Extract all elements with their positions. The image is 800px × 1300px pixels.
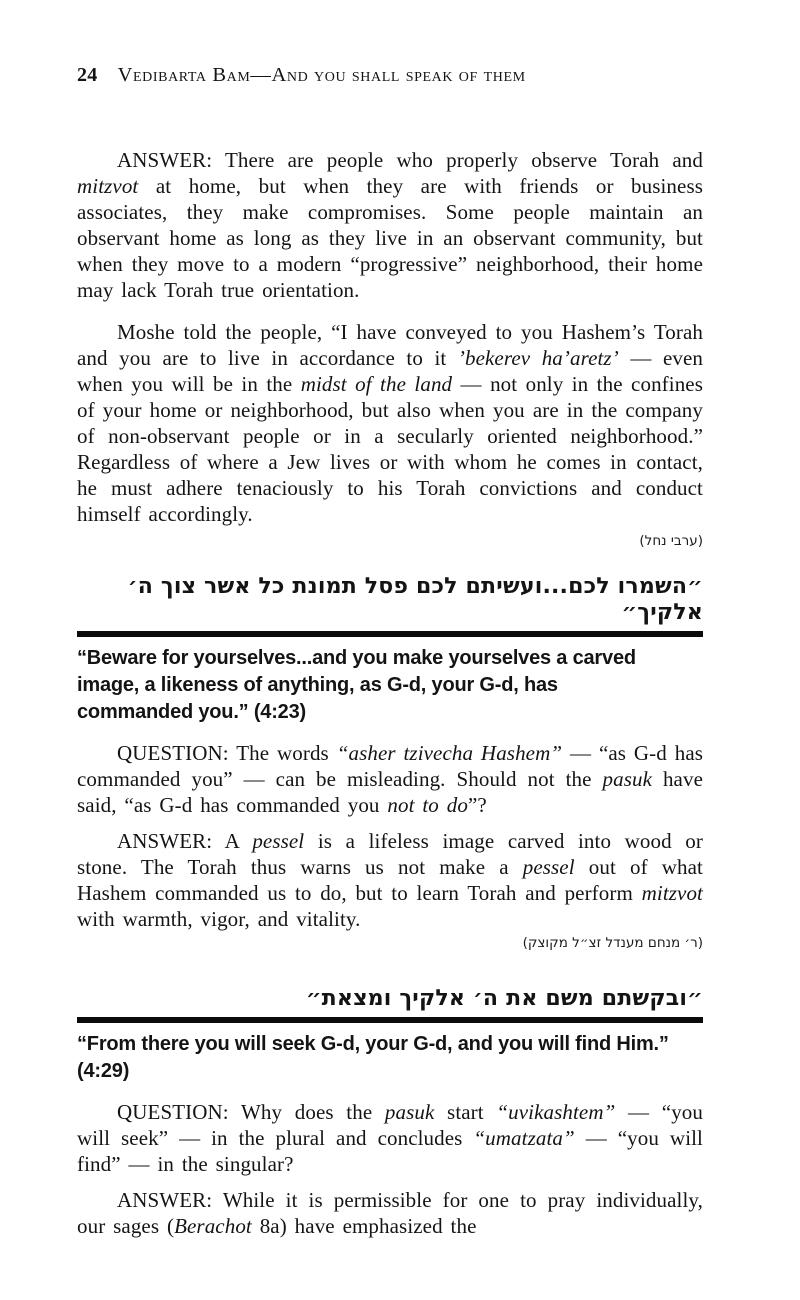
hebrew-verse-header: ״ובקשתם משם את ה׳ אלקיך ומצאת״ [305,986,703,1011]
verse-translation: “From there you will seek G-d, your G-d, and you will find Him.” (4:29) [77,1033,669,1082]
hebrew-verse-header: ״השמרו לכם...ועשיתם לכם פסל תמונת כל אשר צוך ה׳ אלקיך״ [127,574,703,625]
answer-paragraph-intro: ANSWER: There are people who properly observe Torah and mitzvot at home, but when they are with friends or business associates, they make compromises. Some people maintain an observant home as long as they live in an observant community, but when they move to a modern “progressive” neighborhood, their home may lack Torah true orientation. [77,148,703,302]
divider-rule [77,1017,703,1023]
moshe-paragraph: Moshe told the people, “I have conveyed to you Hashem’s Torah and you are to live in accordance to it ’bekerev ha’aretz’ — even when you will be in the midst of the land — not only in the confines of your home or neighborhood, but also when you are in the company of non-observant people or in a secularly oriented neighborhood.” Regardless of where a Jew lives or with whom he comes in contact, he must adhere tenaciously to his Torah convictions and conduct himself accordingly. [77,320,704,526]
running-title: Vedibarta Bam—And you shall speak of them [117,64,526,86]
running-head [77,0,703,87]
page-number: 24 [77,64,98,86]
verse-translation: “Beware for yourselves...and you make yourselves a carved image, a likeness of anything, as G-d, your G-d, has commanded you.” (4:23) [77,647,636,723]
divider-rule [77,631,703,637]
question-paragraph: QUESTION: Why does the pasuk start “uvikashtem” — “you will seek” — in the plural and concludes “umatzata” — “you will find” — in the singular? [77,1100,704,1176]
section-verse-4-23 [77,574,703,952]
hebrew-source-citation: (ר׳ מנחם מענדל זצ״ל מקוצק) [522,935,703,951]
question-paragraph: QUESTION: The words “asher tzivecha Hashem” — “as G-d has commanded you” — can be misleading. Should not the pasuk have said, “as G-d has commanded you not to do”? [77,741,704,817]
book-page [77,0,703,1239]
answer-paragraph: ANSWER: While it is permissible for one to pray individually, our sages (Berachot 8a) have emphasized the [77,1188,703,1238]
section-verse-4-29 [77,986,703,1239]
answer-paragraph: ANSWER: A pessel is a lifeless image carved into wood or stone. The Torah thus warns us not make a pessel out of what Hashem commanded us to do, but to learn Torah and perform mitzvot with warmth, vigor, and vitality. [77,829,703,931]
hebrew-source-citation: (ערבי נחל) [639,533,703,549]
